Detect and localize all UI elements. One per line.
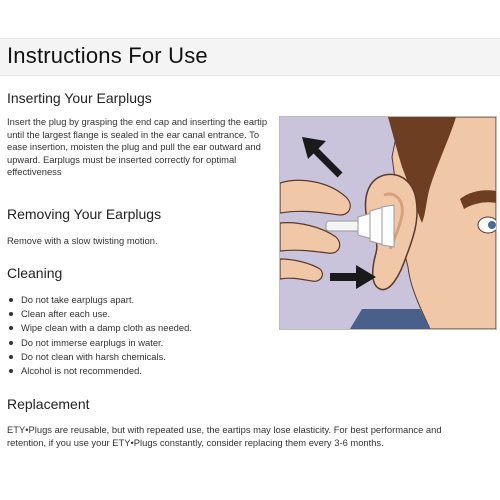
removing-text: Remove with a slow twisting motion. bbox=[7, 235, 158, 246]
list-item: Do not take earplugs apart. bbox=[7, 293, 192, 307]
replacement-line: ETY•Plugs are reusable, but with repeated use, the eartips may lose elasticity. For best performance and bbox=[7, 424, 442, 435]
shirt-shape bbox=[350, 309, 430, 329]
earplug-insertion-illustration bbox=[279, 116, 497, 330]
cleaning-list bbox=[7, 293, 192, 378]
list-item: Clean after each use. bbox=[7, 307, 192, 321]
inserting-line: until the largest flange is sealed in the ear canal entrance. To bbox=[7, 128, 260, 140]
earplug-stem bbox=[326, 221, 362, 231]
removing-heading: Removing Your Earplugs bbox=[7, 206, 162, 222]
inserting-line: Insert the plug by grasping the end cap and inserting the eartip bbox=[7, 116, 268, 127]
replacement-text bbox=[7, 424, 497, 449]
list-item: Do not clean with harsh chemicals. bbox=[7, 350, 192, 364]
inserting-text bbox=[7, 116, 279, 179]
inserting-line: ease insertion, moisten the plug and pull the ear outward and bbox=[7, 141, 261, 152]
illustration-svg bbox=[280, 117, 496, 329]
inserting-line: effectiveness bbox=[7, 166, 62, 177]
inserting-line: upward. Earplugs must be inserted correctly for optimal bbox=[7, 153, 237, 165]
replacement-line: retention, if you use your ETY•Plugs constantly, consider replacing them every 3-6 months. bbox=[7, 436, 384, 448]
replacement-heading: Replacement bbox=[7, 396, 90, 412]
page-title: Instructions For Use bbox=[7, 43, 208, 68]
cleaning-heading: Cleaning bbox=[7, 265, 63, 281]
list-item: Alcohol is not recommended. bbox=[7, 364, 192, 378]
inserting-heading: Inserting Your Earplugs bbox=[7, 90, 152, 106]
title-bar bbox=[0, 38, 500, 76]
eye-pupil bbox=[488, 221, 496, 229]
list-item: Wipe clean with a damp cloth as needed. bbox=[7, 321, 192, 335]
earplug-flange bbox=[382, 205, 394, 247]
list-item: Do not immerse earplugs in water. bbox=[7, 336, 192, 350]
